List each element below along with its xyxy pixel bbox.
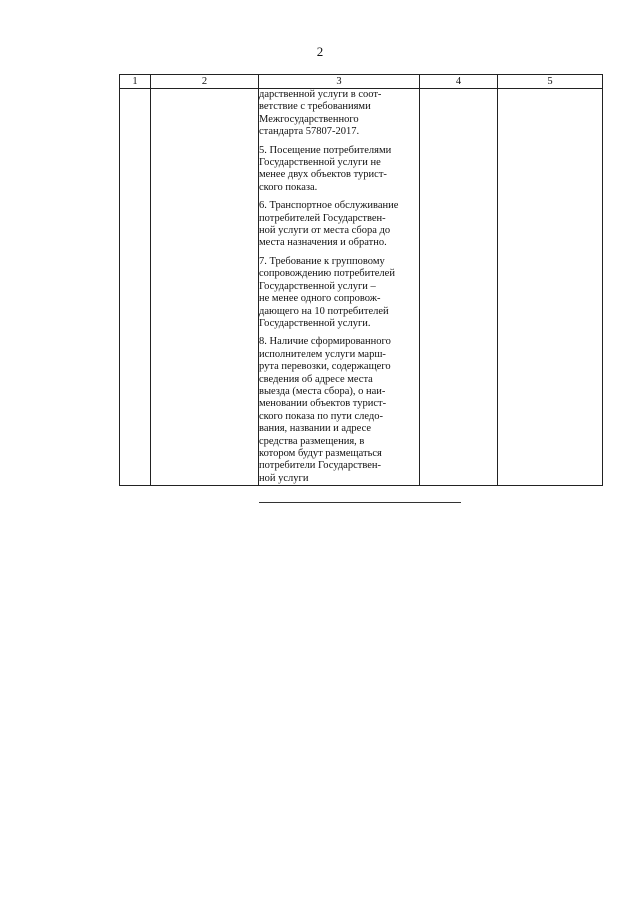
text-line: сопровождению потребителей <box>259 268 395 280</box>
text-line: ского показа по пути следо- <box>259 410 384 422</box>
text-line: 8. Наличие сформированного <box>259 336 391 348</box>
text-line: места назначения и обратно. <box>259 237 387 249</box>
table-header-row <box>120 75 603 89</box>
text-line: потребители Государствен- <box>259 460 381 472</box>
requirements-text <box>259 89 419 485</box>
text-line: Государственной услуги. <box>259 317 371 329</box>
text-line: Межгосударственного <box>259 113 359 125</box>
text-line: ной услуги <box>259 472 309 484</box>
text-line: дарственной услуги в соот- <box>259 89 382 100</box>
text-line: исполнителем услуги марш- <box>259 348 386 360</box>
text-line: ной услуги от места сбора до <box>259 225 391 237</box>
text-line: ветствие с требованиями <box>259 101 371 113</box>
requirement-paragraph <box>259 256 419 330</box>
requirement-paragraph <box>259 336 419 485</box>
text-line: Государственной услуги – <box>259 280 376 292</box>
text-line: дающего на 10 потребителей <box>259 305 389 317</box>
text-line: меновании объектов турист- <box>259 398 387 410</box>
text-line: ского показа. <box>259 181 318 193</box>
requirements-table <box>119 74 603 486</box>
text-line: вания, названии и адресе <box>259 423 372 435</box>
text-line: не менее одного сопровож- <box>259 293 381 305</box>
page-number: 2 <box>316 44 324 59</box>
requirement-paragraph <box>259 145 419 195</box>
cell-col-5 <box>498 89 603 486</box>
text-line: сведения об адресе места <box>259 373 373 385</box>
text-line: средства размещения, в <box>259 435 365 447</box>
cell-col-4 <box>420 89 498 486</box>
column-header-2: 2 <box>151 75 259 89</box>
column-header-5: 5 <box>498 75 603 89</box>
text-line: рута перевозки, содержащего <box>259 361 391 373</box>
text-line: Государственной услуги не <box>259 157 381 169</box>
cell-col-1 <box>120 89 151 486</box>
text-line: 6. Транспортное обслуживание <box>259 200 399 212</box>
column-header-3: 3 <box>259 75 420 89</box>
table-row <box>120 89 603 486</box>
column-header-4: 4 <box>420 75 498 89</box>
text-line: 7. Требование к групповому <box>259 255 385 267</box>
end-of-document-rule <box>259 502 461 503</box>
text-line: выезда (места сбора), о наи- <box>259 385 386 397</box>
text-line: менее двух объектов турист- <box>259 169 387 181</box>
requirement-paragraph <box>259 89 419 139</box>
text-line: 5. Посещение потребителями <box>259 144 392 156</box>
text-line: котором будут размещаться <box>259 447 382 459</box>
requirement-paragraph <box>259 200 419 250</box>
cell-col-3-requirements <box>259 89 420 486</box>
column-header-1: 1 <box>120 75 151 89</box>
text-line: стандарта 57807-2017. <box>259 126 360 138</box>
text-line: потребителей Государствен- <box>259 212 386 224</box>
cell-col-2 <box>151 89 259 486</box>
